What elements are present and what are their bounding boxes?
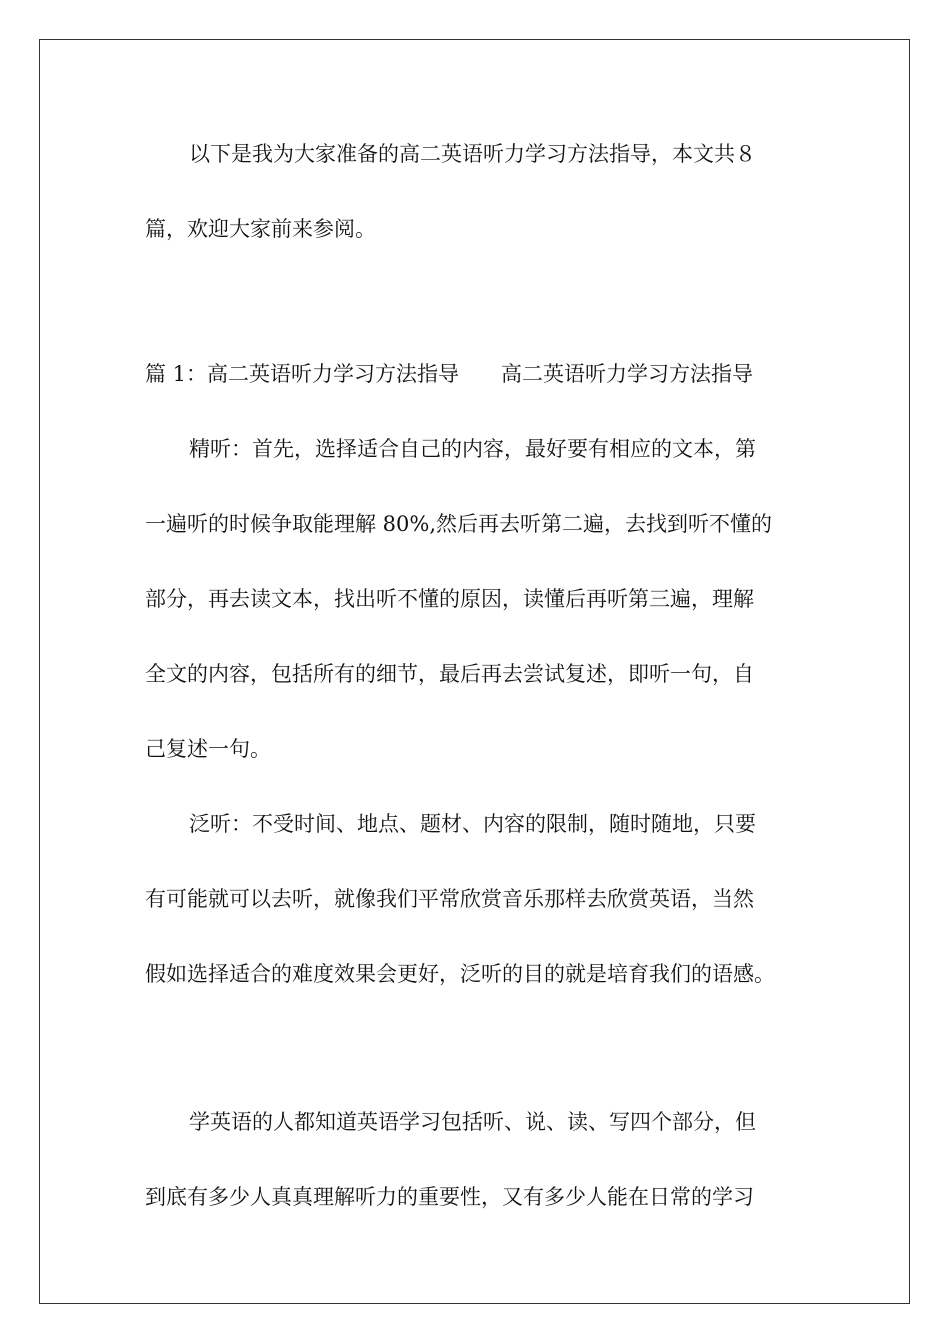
section-subtitle: 高二英语听力学习方法指导: [501, 362, 754, 386]
section-heading-line: [145, 337, 815, 412]
paragraph-line: 泛听：不受时间、地点、题材、内容的限制，随时随地，只要: [189, 812, 756, 836]
paragraph-learning-english: [145, 1085, 815, 1235]
paragraph-intensive-listening: [145, 412, 815, 787]
paragraph-line: 精听：首先，选择适合自己的内容，最好要有相应的文本，第: [189, 437, 756, 461]
paragraph-line: 有可能就可以去听，就像我们平常欣赏音乐那样去欣赏英语，当然: [145, 887, 754, 911]
paragraph-line: 学英语的人都知道英语学习包括听、说、读、写四个部分，但: [189, 1110, 756, 1134]
paragraph-line: 一遍听的时候争取能理解 80%,然后再去听第二遍，去找到听不懂的: [145, 512, 773, 536]
section-title: 篇 1：高二英语听力学习方法指导: [145, 362, 460, 386]
paragraph-line: 到底有多少人真真理解听力的重要性，又有多少人能在日常的学习: [145, 1185, 754, 1209]
section-heading: [145, 337, 815, 412]
intro-line-1: 以下是我为大家准备的高二英语听力学习方法指导，本文共８: [189, 142, 756, 166]
intro-paragraph: [145, 117, 815, 267]
paragraph-line: 假如选择适合的难度效果会更好，泛听的目的就是培育我们的语感。: [145, 962, 775, 986]
intro-line-2: 篇，欢迎大家前来参阅。: [145, 217, 376, 241]
paragraph-line: 全文的内容，包括所有的细节，最后再去尝试复述，即听一句，自: [145, 662, 754, 686]
paragraph-extensive-listening: [145, 787, 815, 1012]
paragraph-line: 己复述一句。: [145, 737, 271, 761]
paragraph-line: 部分，再去读文本，找出听不懂的原因，读懂后再听第三遍，理解: [145, 587, 754, 611]
